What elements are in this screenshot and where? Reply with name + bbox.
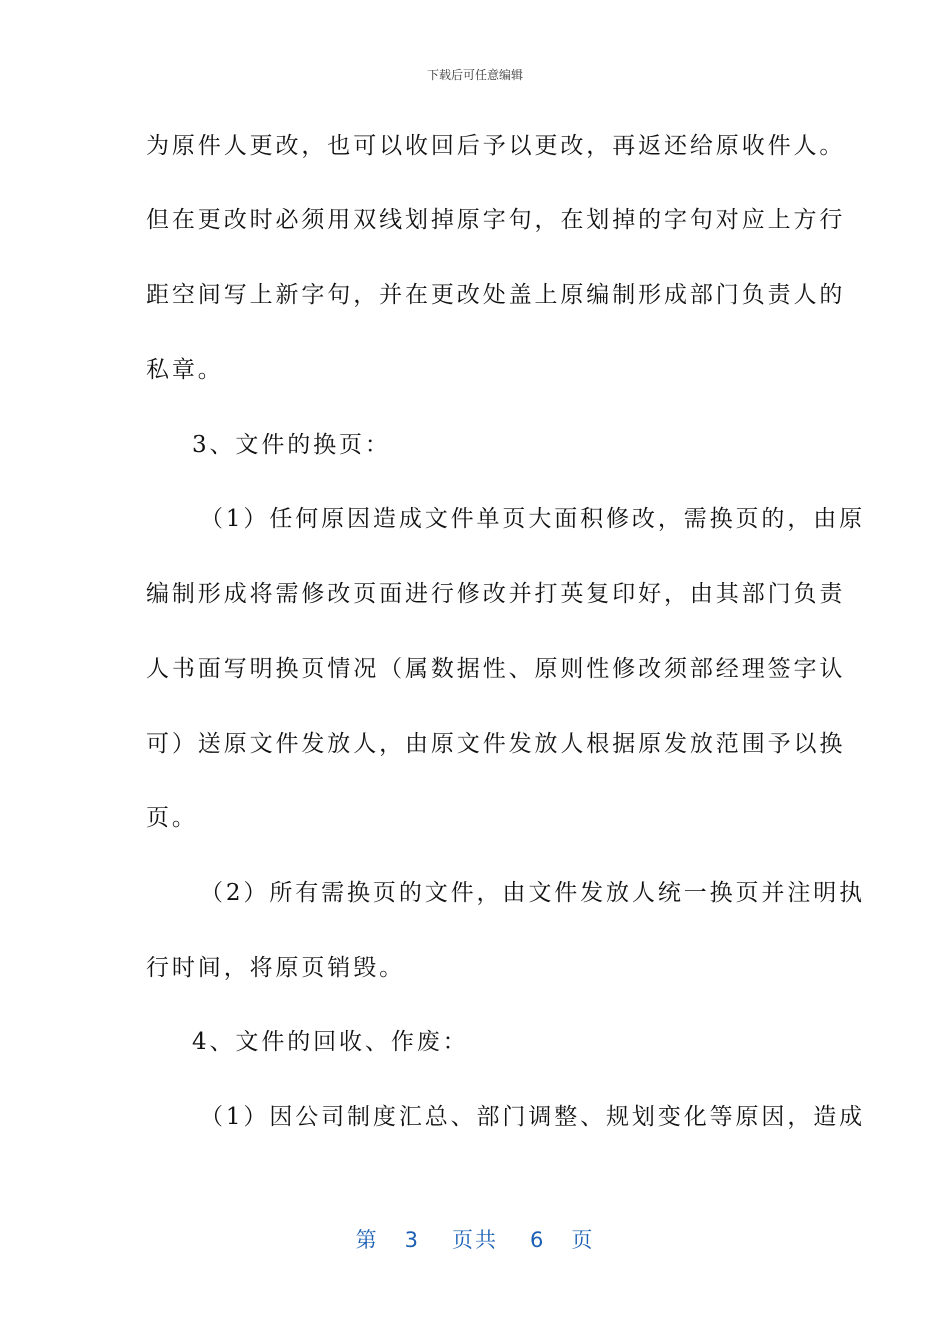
text-line: 页。	[146, 805, 198, 831]
text-line: （1）任何原因造成文件单页大面积修改，需换页的，由原	[200, 506, 866, 532]
text-line: （2）所有需换页的文件，由文件发放人统一换页并注明执	[200, 880, 866, 906]
footer-total-pages: 6	[530, 1228, 546, 1252]
text-line: 行时间，将原页销毁。	[146, 955, 405, 981]
text-line: 为原件人更改，也可以收回后予以更改，再返还给原收件人。	[146, 133, 846, 159]
footer-current-page: 3	[404, 1228, 420, 1252]
footer-suffix: 页	[571, 1228, 595, 1252]
header-note: 下载后可任意编辑	[426, 68, 523, 82]
text-line: 距空间写上新字句，并在更改处盖上原编制形成部门负责人的	[146, 282, 846, 308]
text-line: 私章。	[146, 357, 224, 383]
section-heading: 4、文件的回收、作废：	[192, 1029, 469, 1055]
page-footer	[0, 1224, 950, 1254]
text-line: 编制形成将需修改页面进行修改并打英复印好，由其部门负责	[146, 581, 846, 607]
text-line: （1）因公司制度汇总、部门调整、规划变化等原因，造成	[200, 1104, 866, 1130]
section-heading: 3、文件的换页：	[192, 432, 391, 458]
footer-prefix: 第	[355, 1228, 379, 1252]
footer-middle: 页共	[452, 1228, 498, 1252]
text-line: 但在更改时必须用双线划掉原字句，在划掉的字句对应上方行	[146, 207, 846, 233]
text-line: 人书面写明换页情况（属数据性、原则性修改须部经理签字认	[146, 656, 846, 682]
text-line: 可）送原文件发放人，由原文件发放人根据原发放范围予以换	[146, 731, 846, 757]
